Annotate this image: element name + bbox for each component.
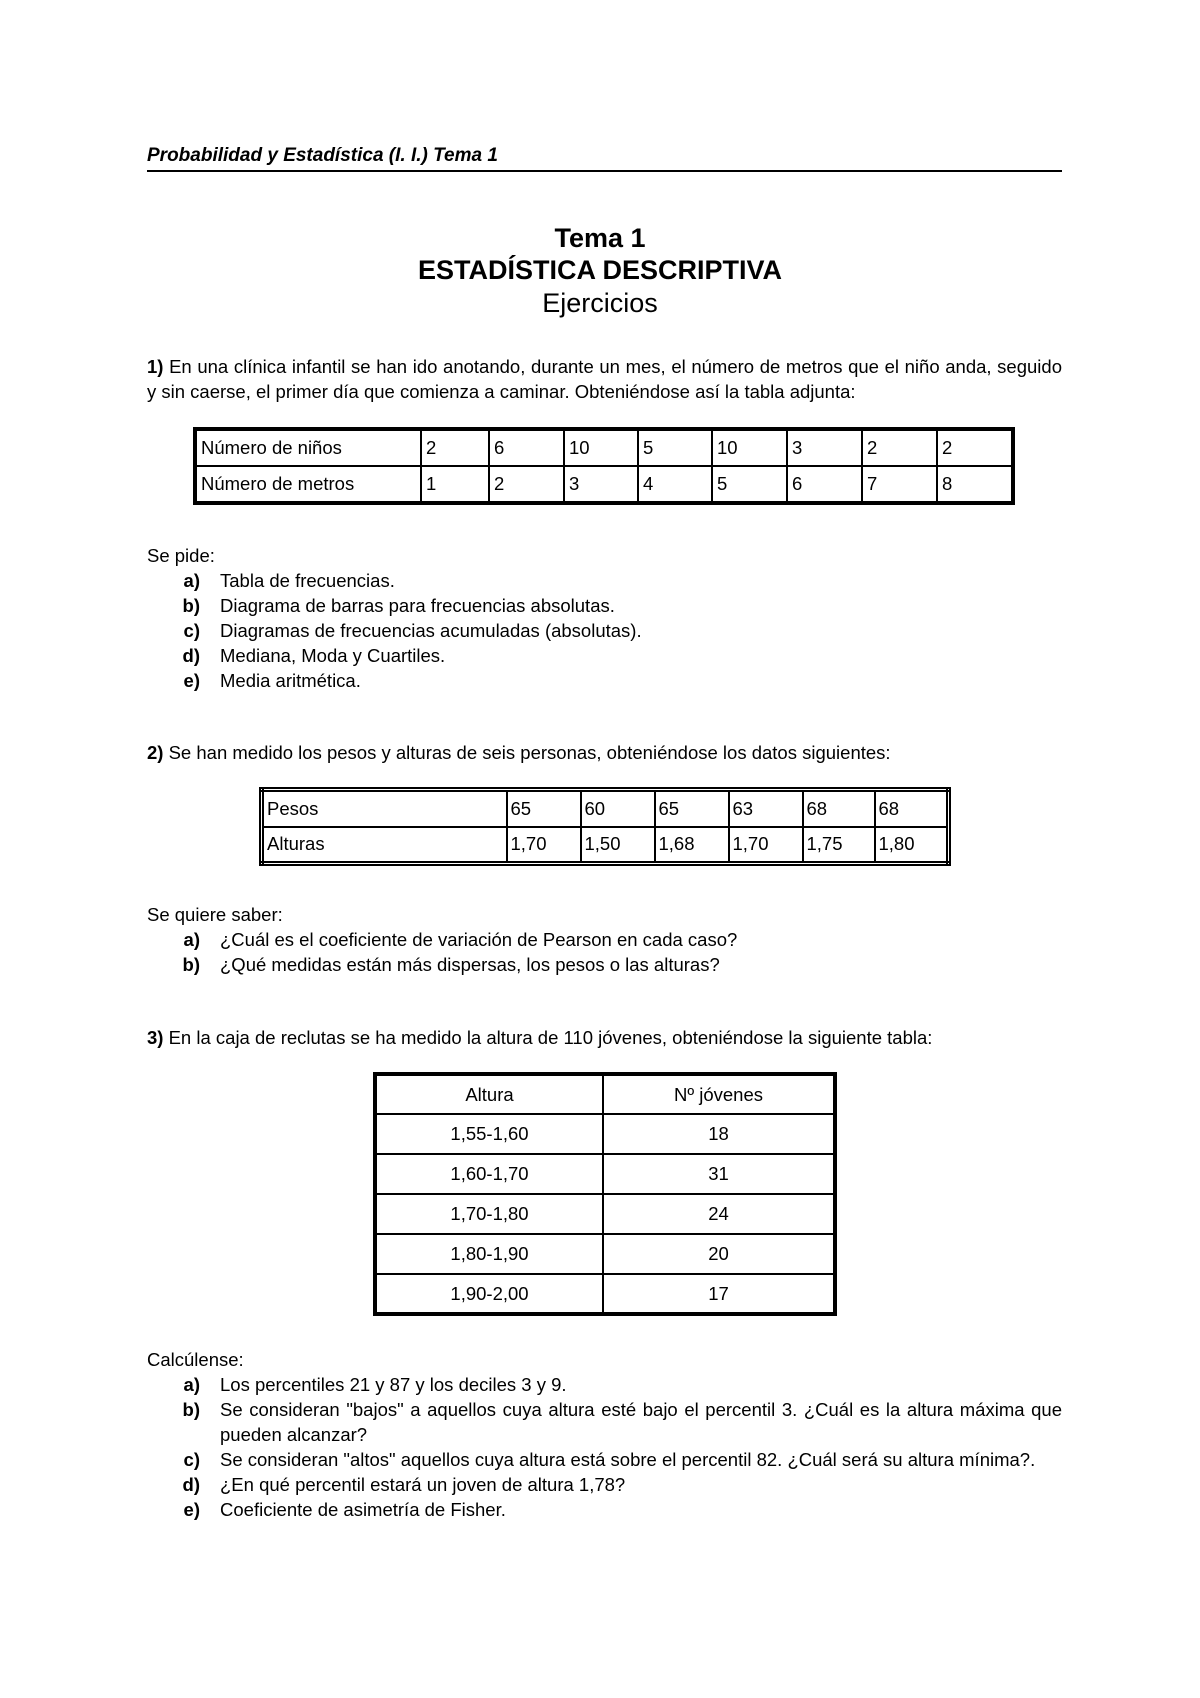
table-cell: 7 — [862, 466, 937, 503]
list-item — [147, 618, 1062, 643]
list-item — [147, 1397, 1062, 1447]
exercise-2-table — [259, 787, 951, 866]
table-cell: 1,70 — [507, 827, 581, 864]
exercise-1-number: 1) — [147, 356, 164, 377]
table-cell: 10 — [712, 429, 787, 466]
table-row — [375, 1154, 835, 1194]
item-label: c) — [183, 620, 200, 641]
exercise-3-number: 3) — [147, 1027, 164, 1048]
table-cell: 65 — [507, 790, 581, 827]
item-text: Diagramas de frecuencias acumuladas (absolutas). — [220, 620, 642, 641]
exercise-1-questions — [147, 543, 1062, 693]
table-header-row — [375, 1074, 835, 1114]
exercise-3-questions — [147, 1347, 1062, 1522]
item-text: ¿Cuál es el coeficiente de variación de Pearson en cada caso? — [220, 929, 738, 950]
table-cell: 6 — [489, 429, 564, 466]
item-text: Media aritmética. — [220, 670, 361, 691]
table-cell: 18 — [603, 1114, 835, 1154]
exercise-3-table — [373, 1072, 837, 1316]
table-cell: 2 — [489, 466, 564, 503]
item-label: d) — [182, 645, 200, 666]
table-cell: Número de niños — [195, 429, 421, 466]
table-cell: 63 — [729, 790, 803, 827]
list-item — [147, 1472, 1062, 1497]
item-label: b) — [182, 595, 200, 616]
exercise-1-table — [193, 427, 1015, 505]
title-block — [0, 222, 1200, 320]
table-cell: 6 — [787, 466, 862, 503]
item-label: d) — [182, 1474, 200, 1495]
table-row — [375, 1114, 835, 1154]
list-item — [147, 593, 1062, 618]
item-text: Coeficiente de asimetría de Fisher. — [220, 1499, 506, 1520]
table-cell: 8 — [937, 466, 1013, 503]
item-text: Diagrama de barras para frecuencias absolutas. — [220, 595, 615, 616]
table-row — [195, 429, 1013, 466]
table-cell: 2 — [421, 429, 489, 466]
table-cell: 1,55-1,60 — [375, 1114, 603, 1154]
table-cell: 4 — [638, 466, 712, 503]
table-cell: 3 — [787, 429, 862, 466]
table-cell: 1,70-1,80 — [375, 1194, 603, 1234]
item-text: Los percentiles 21 y 87 y los deciles 3 y 9. — [220, 1374, 567, 1395]
table-cell: 2 — [862, 429, 937, 466]
table-cell: 1 — [421, 466, 489, 503]
list-item — [147, 568, 1062, 593]
exercise-1-text: En una clínica infantil se han ido anotando, durante un mes, el número de metros que el niño anda, seguido y sin caerse, el primer día que comienza a caminar. Obteniéndose así la tabla adjunta: — [147, 356, 1062, 402]
table-cell: 1,90-2,00 — [375, 1274, 603, 1314]
table-cell: 68 — [875, 790, 949, 827]
table-row — [375, 1274, 835, 1314]
item-text: Tabla de frecuencias. — [220, 570, 395, 591]
table-cell: 1,80 — [875, 827, 949, 864]
list-item — [147, 952, 1062, 977]
exercise-2-questions — [147, 902, 1062, 977]
table-cell: 1,68 — [655, 827, 729, 864]
document-title: Tema 1 — [554, 223, 646, 253]
item-label: e) — [183, 670, 200, 691]
table-cell: 31 — [603, 1154, 835, 1194]
table-cell: 60 — [581, 790, 655, 827]
table-row — [375, 1234, 835, 1274]
table-row — [262, 790, 949, 827]
table-cell: 5 — [712, 466, 787, 503]
table-cell: Número de metros — [195, 466, 421, 503]
document-section: Ejercicios — [542, 288, 658, 318]
list-item — [147, 927, 1062, 952]
item-label: b) — [182, 1399, 200, 1420]
document-subtitle: ESTADÍSTICA DESCRIPTIVA — [417, 255, 783, 285]
table-cell: 1,80-1,90 — [375, 1234, 603, 1274]
list-item — [147, 1497, 1062, 1522]
table-row — [262, 827, 949, 864]
table-cell: Alturas — [262, 827, 507, 864]
list-item — [147, 1447, 1062, 1472]
list-item — [147, 643, 1062, 668]
table-cell: 68 — [803, 790, 875, 827]
exercise-2-text: Se han medido los pesos y alturas de seis personas, obteniéndose los datos siguientes: — [168, 742, 891, 763]
table-cell: Pesos — [262, 790, 507, 827]
item-text: Se consideran "altos" aquellos cuya altura está sobre el percentil 82. ¿Cuál será su altura mínima?. — [220, 1449, 1036, 1470]
table-cell: 2 — [937, 429, 1013, 466]
item-label: a) — [183, 929, 200, 950]
table-row — [375, 1194, 835, 1234]
item-label: a) — [183, 1374, 200, 1395]
table-cell: 1,75 — [803, 827, 875, 864]
item-text: ¿En qué percentil estará un joven de altura 1,78? — [220, 1474, 626, 1495]
list-item — [147, 1372, 1062, 1397]
item-label: c) — [183, 1449, 200, 1470]
item-text: ¿Qué medidas están más dispersas, los pesos o las alturas? — [220, 954, 720, 975]
item-label: b) — [182, 954, 200, 975]
table-cell: 10 — [564, 429, 638, 466]
exercise-2-lead: Se quiere saber: — [147, 904, 283, 925]
table-row — [195, 466, 1013, 503]
exercise-3-lead: Calcúlense: — [147, 1349, 244, 1370]
column-header: Altura — [375, 1074, 603, 1114]
table-cell: 1,60-1,70 — [375, 1154, 603, 1194]
exercise-1-lead: Se pide: — [147, 545, 215, 566]
table-cell: 3 — [564, 466, 638, 503]
table-cell: 24 — [603, 1194, 835, 1234]
table-cell: 17 — [603, 1274, 835, 1314]
column-header: Nº jóvenes — [603, 1074, 835, 1114]
table-cell: 5 — [638, 429, 712, 466]
list-item — [147, 668, 1062, 693]
page-header: Probabilidad y Estadística (I. I.) Tema 1 — [147, 145, 1062, 172]
table-cell: 1,50 — [581, 827, 655, 864]
table-cell: 1,70 — [729, 827, 803, 864]
item-text: Mediana, Moda y Cuartiles. — [220, 645, 446, 666]
table-cell: 65 — [655, 790, 729, 827]
item-text: Se consideran "bajos" a aquellos cuya altura esté bajo el percentil 3. ¿Cuál es la altura máxima que pueden alcanzar? — [220, 1399, 1062, 1445]
exercise-3-text: En la caja de reclutas se ha medido la altura de 110 jóvenes, obteniéndose la siguiente tabla: — [168, 1027, 933, 1048]
exercise-1-statement — [147, 354, 1062, 404]
exercise-2-statement — [147, 740, 1062, 765]
item-label: a) — [183, 570, 200, 591]
table-cell: 20 — [603, 1234, 835, 1274]
exercise-2-number: 2) — [147, 742, 164, 763]
exercise-3-statement — [147, 1025, 1062, 1050]
item-label: e) — [183, 1499, 200, 1520]
